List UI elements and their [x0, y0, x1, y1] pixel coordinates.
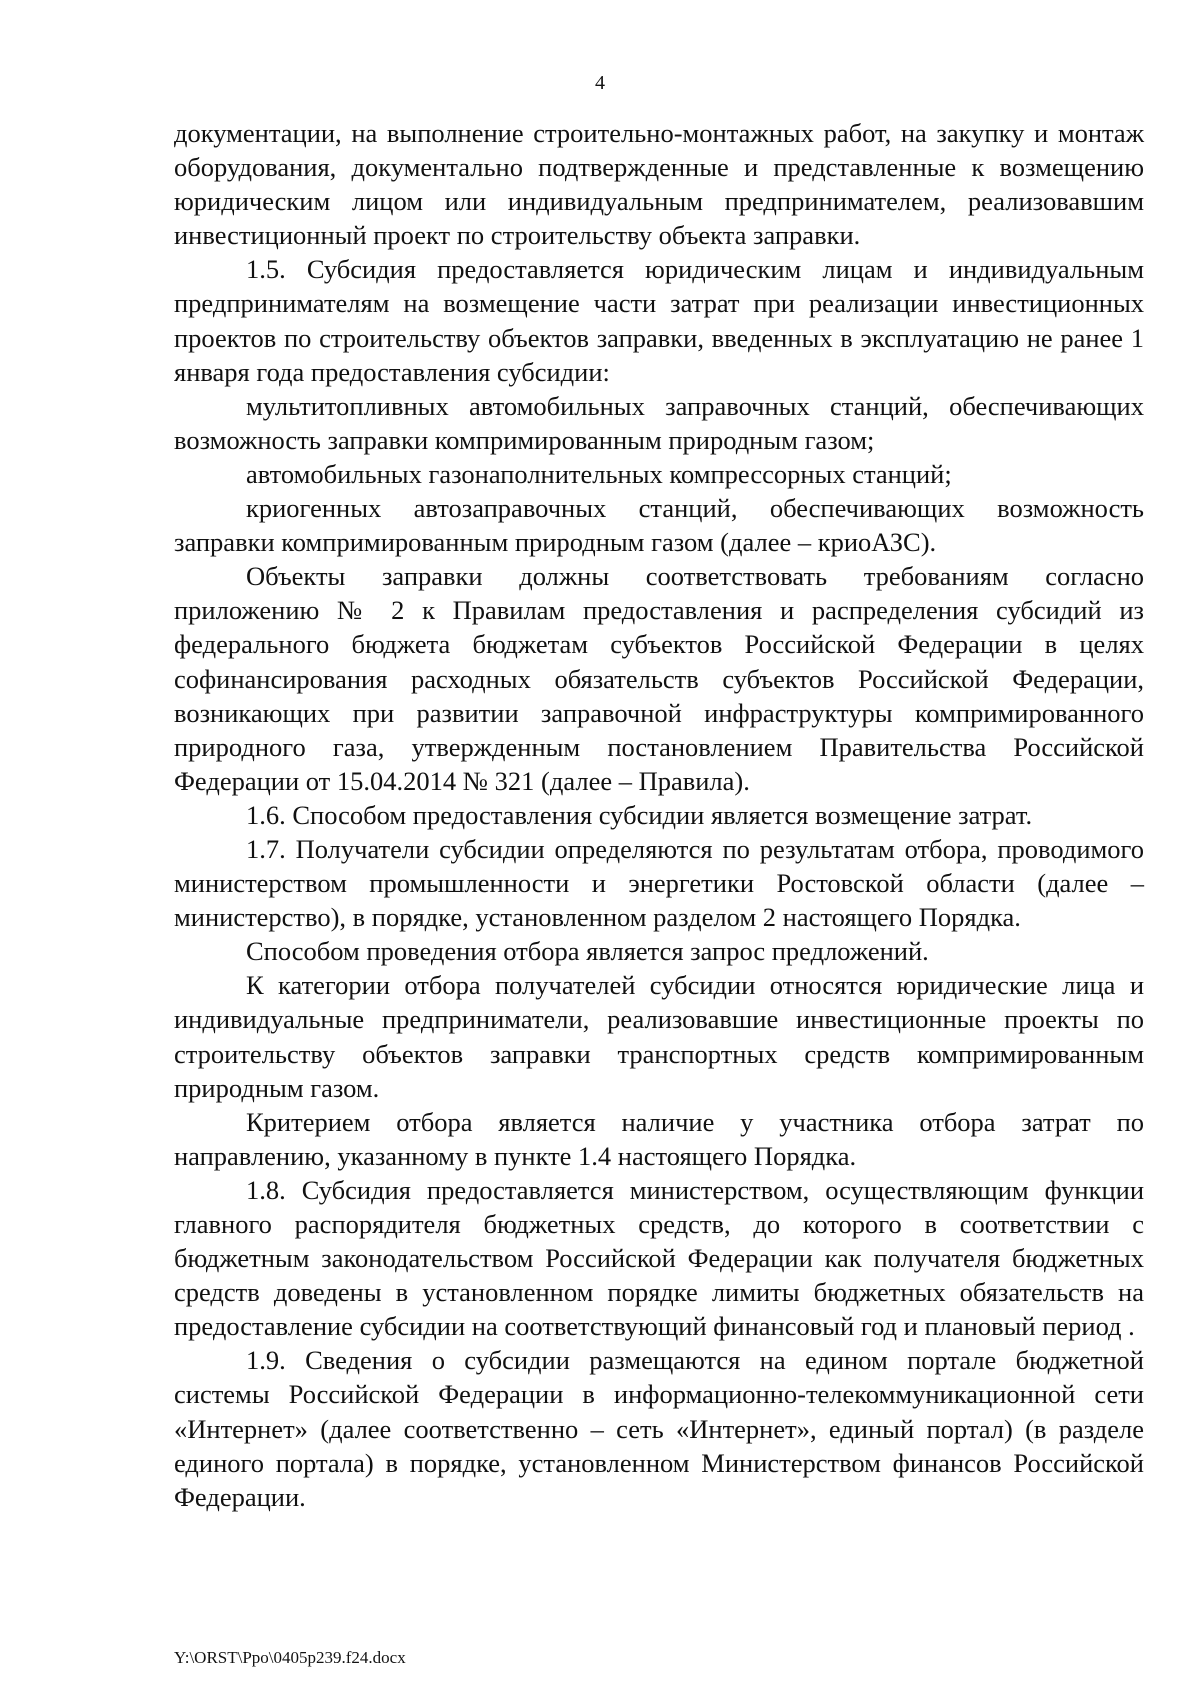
page-number: 4 [595, 72, 605, 94]
paragraph-requirements: Объекты заправки должны соответствовать требованиям согласно приложению № 2 к Правилам предоставления и распределения субсидий из федерального бюджета бюджетам субъектов Российской Федерации в целях софинансирования расходных обязательств субъектов Российской Федерации, возникающих при развитии заправочной инфраструктуры компримированного природного газа, утвержденным постановлением Правительства Российской Федерации от 15.04.2014 № 321 (далее – Правила). [174, 561, 1144, 796]
list-item-compressor-stations: автомобильных газонаполнительных компрессорных станций; [246, 458, 952, 489]
document-body [174, 116, 1144, 1514]
list-item-multifuel-stations: мультитопливных автомобильных заправочных станций, обеспечивающих возможность заправки компримированным природным газом; [174, 390, 1144, 455]
paragraph-continuation: документации, на выполнение строительно-монтажных работ, на закупку и монтаж оборудования, документально подтвержденные и представленные к возмещению юридическим лицом или индивидуальным предпринимателем, реализовавшим инвестиционный проект по строительству объекта заправки. [174, 118, 1144, 251]
footer-file-path: Y:\ORST\Ppo\0405p239.f24.docx [174, 1648, 406, 1667]
paragraph-1-6: 1.6. Способом предоставления субсидии является возмещение затрат. [246, 799, 1033, 830]
paragraph-1-5: 1.5. Субсидия предоставляется юридическим лицам и индивидуальным предпринимателям на возмещение части затрат при реализации инвестиционных проектов по строительству объектов заправки, введенных в эксплуатацию не ранее 1 января года предоставления субсидии: [174, 254, 1144, 387]
paragraph-1-7: 1.7. Получатели субсидии определяются по результатам отбора, проводимого министерством промышленности и энергетики Ростовской области (далее – министерство), в порядке, установленном разделом 2 настоящего Порядка. [174, 833, 1144, 933]
paragraph-selection-method: Способом проведения отбора является запрос предложений. [246, 936, 929, 967]
paragraph-selection-criterion: Критерием отбора является наличие у участника отбора затрат по направлению, указанному в пункте 1.4 настоящего Порядка. [174, 1106, 1144, 1171]
paragraph-1-9: 1.9. Сведения о субсидии размещаются на едином портале бюджетной системы Российской Федерации в информационно-телекоммуникационной сети «Интернет» (далее соответственно – сеть «Интернет», единый портал) (в разделе единого портала) в порядке, установленном Министерством финансов Российской Федерации. [174, 1345, 1144, 1512]
paragraph-1-8: 1.8. Субсидия предоставляется министерством, осуществляющим функции главного распорядителя бюджетных средств, до которого в соответствии с бюджетным законодательством Российской Федерации как получателя бюджетных средств доведены в установленном порядке лимиты бюджетных обязательств на предоставление субсидии на соответствующий финансовый год и плановый период . [174, 1174, 1144, 1342]
paragraph-selection-category: К категории отбора получателей субсидии относятся юридические лица и индивидуальные предприниматели, реализовавшие инвестиционные проекты по строительству объектов заправки транспортных средств компримированным природным газом. [174, 970, 1144, 1103]
list-item-cryogenic-stations: криогенных автозаправочных станций, обеспечивающих возможность заправки компримированным природным газом (далее – криоАЗС). [174, 493, 1144, 558]
